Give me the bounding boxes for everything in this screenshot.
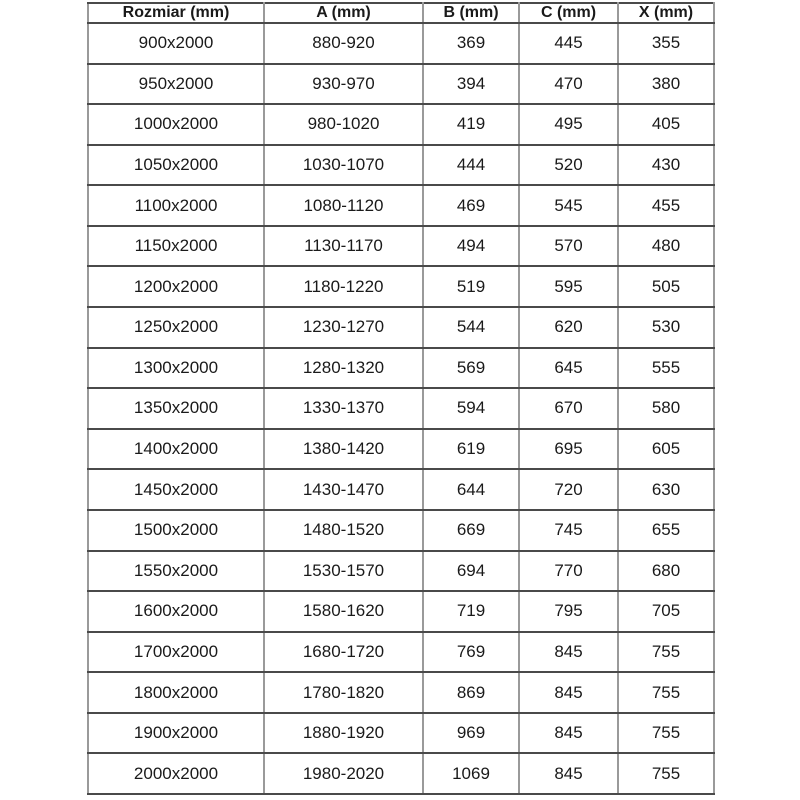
table-row [88,64,714,105]
table-cell-rozmiar: 1000x2000 [88,104,264,145]
table-row [88,672,714,713]
table-cell-b: 469 [423,185,519,226]
table-cell-a: 1430-1470 [264,469,423,510]
table-cell-x: 355 [618,23,714,64]
column-header-rozmiar: Rozmiar (mm) [88,3,264,23]
table-cell-c: 470 [519,64,618,105]
table-cell-a: 880-920 [264,23,423,64]
table-cell-a: 1530-1570 [264,551,423,592]
table-row [88,145,714,186]
table-cell-x: 655 [618,510,714,551]
table-cell-rozmiar: 1450x2000 [88,469,264,510]
table-cell-b: 544 [423,307,519,348]
table-cell-b: 669 [423,510,519,551]
table-cell-b: 369 [423,23,519,64]
column-header-c: C (mm) [519,3,618,23]
table-cell-c: 695 [519,429,618,470]
table-row [88,23,714,64]
table-cell-x: 755 [618,753,714,794]
table-row [88,753,714,794]
table-cell-a: 1130-1170 [264,226,423,267]
table-cell-rozmiar: 1050x2000 [88,145,264,186]
table-row [88,226,714,267]
table-row [88,469,714,510]
table-cell-c: 845 [519,632,618,673]
table-cell-a: 1180-1220 [264,266,423,307]
table-cell-a: 1680-1720 [264,632,423,673]
table-cell-b: 444 [423,145,519,186]
table-cell-c: 595 [519,266,618,307]
table-cell-rozmiar: 1500x2000 [88,510,264,551]
table-cell-b: 519 [423,266,519,307]
table-cell-a: 930-970 [264,64,423,105]
table-row [88,510,714,551]
table-cell-x: 480 [618,226,714,267]
table-cell-a: 1580-1620 [264,591,423,632]
table-row [88,307,714,348]
column-header-b: B (mm) [423,3,519,23]
table-row [88,104,714,145]
table-cell-rozmiar: 1600x2000 [88,591,264,632]
table-cell-c: 795 [519,591,618,632]
table-cell-b: 394 [423,64,519,105]
table-cell-c: 445 [519,23,618,64]
table-cell-a: 1280-1320 [264,348,423,389]
table-cell-a: 1030-1070 [264,145,423,186]
table-row [88,348,714,389]
table-cell-b: 419 [423,104,519,145]
table-cell-c: 545 [519,185,618,226]
table-cell-c: 745 [519,510,618,551]
table-cell-x: 530 [618,307,714,348]
table-cell-b: 1069 [423,753,519,794]
table-cell-rozmiar: 1900x2000 [88,713,264,754]
table-cell-c: 770 [519,551,618,592]
table-cell-c: 670 [519,388,618,429]
table-cell-rozmiar: 1150x2000 [88,226,264,267]
table-cell-a: 1080-1120 [264,185,423,226]
table-cell-rozmiar: 1800x2000 [88,672,264,713]
table-cell-rozmiar: 1300x2000 [88,348,264,389]
table-row [88,713,714,754]
table-cell-a: 1880-1920 [264,713,423,754]
table-cell-rozmiar: 1100x2000 [88,185,264,226]
table-cell-a: 1980-2020 [264,753,423,794]
column-header-x: X (mm) [618,3,714,23]
table-cell-x: 405 [618,104,714,145]
table-cell-a: 1480-1520 [264,510,423,551]
table-row [88,266,714,307]
table-cell-x: 505 [618,266,714,307]
table-cell-c: 845 [519,753,618,794]
table-cell-b: 869 [423,672,519,713]
table-cell-c: 520 [519,145,618,186]
table-cell-rozmiar: 1700x2000 [88,632,264,673]
table-cell-x: 605 [618,429,714,470]
table-cell-rozmiar: 1200x2000 [88,266,264,307]
table-cell-c: 845 [519,713,618,754]
table-head [88,3,714,23]
table-cell-rozmiar: 900x2000 [88,23,264,64]
table-row [88,551,714,592]
table-cell-c: 720 [519,469,618,510]
table-cell-b: 594 [423,388,519,429]
table-cell-rozmiar: 1550x2000 [88,551,264,592]
table-cell-a: 1330-1370 [264,388,423,429]
table-row [88,591,714,632]
table-cell-b: 694 [423,551,519,592]
table-cell-rozmiar: 1250x2000 [88,307,264,348]
table-cell-b: 769 [423,632,519,673]
table-cell-c: 620 [519,307,618,348]
table-cell-x: 705 [618,591,714,632]
table-cell-rozmiar: 950x2000 [88,64,264,105]
header-row [88,3,714,23]
table-cell-a: 1380-1420 [264,429,423,470]
table-row [88,429,714,470]
table-cell-rozmiar: 2000x2000 [88,753,264,794]
table-cell-x: 680 [618,551,714,592]
table-cell-rozmiar: 1350x2000 [88,388,264,429]
table-cell-x: 755 [618,672,714,713]
table-cell-c: 570 [519,226,618,267]
table-cell-c: 645 [519,348,618,389]
table-cell-b: 969 [423,713,519,754]
table-cell-x: 430 [618,145,714,186]
table-cell-x: 755 [618,632,714,673]
table-cell-b: 644 [423,469,519,510]
table-cell-b: 719 [423,591,519,632]
table-cell-rozmiar: 1400x2000 [88,429,264,470]
table-row [88,185,714,226]
table-cell-b: 619 [423,429,519,470]
table-row [88,632,714,673]
table-cell-b: 494 [423,226,519,267]
table-cell-c: 495 [519,104,618,145]
table-cell-x: 555 [618,348,714,389]
table-cell-c: 845 [519,672,618,713]
table-cell-a: 1230-1270 [264,307,423,348]
table-cell-x: 755 [618,713,714,754]
table-cell-x: 455 [618,185,714,226]
table-cell-a: 980-1020 [264,104,423,145]
table-cell-x: 380 [618,64,714,105]
table-cell-x: 630 [618,469,714,510]
column-header-a: A (mm) [264,3,423,23]
table-row [88,388,714,429]
table-cell-x: 580 [618,388,714,429]
size-table [87,2,715,795]
table-cell-b: 569 [423,348,519,389]
table-cell-a: 1780-1820 [264,672,423,713]
table-body [88,23,714,794]
